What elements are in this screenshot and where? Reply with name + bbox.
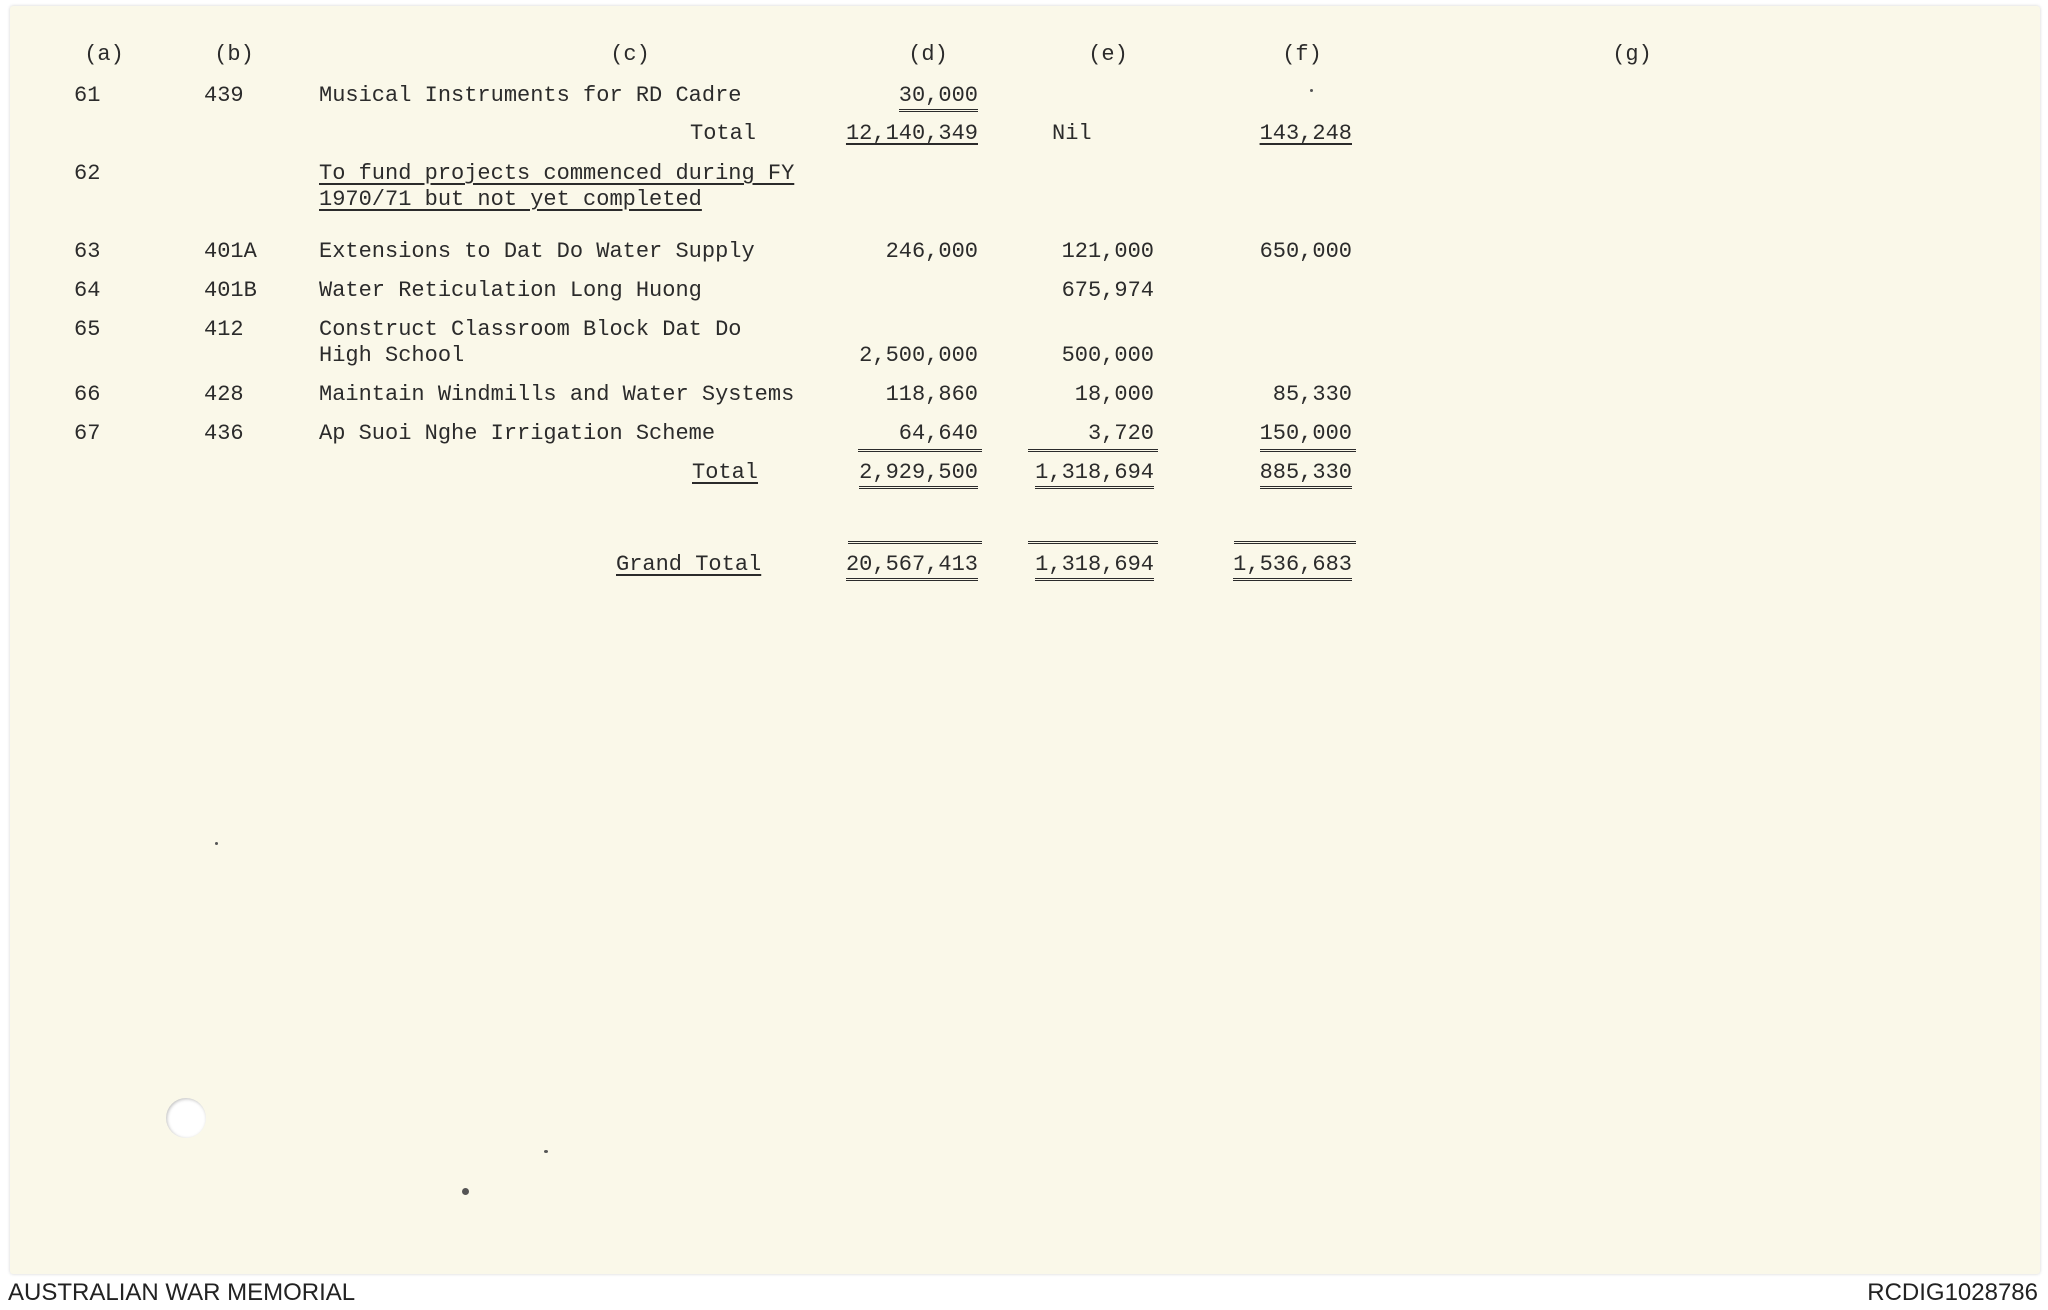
row-66-item: 66 <box>74 382 101 407</box>
header-f: (f) <box>1282 42 1322 67</box>
row-63-ref: 401A <box>204 239 257 264</box>
row-65-item: 65 <box>74 317 101 342</box>
document-page <box>10 6 2040 1274</box>
row-66-description: Maintain Windmills and Water Systems <box>319 382 795 407</box>
row-67-description: Ap Suoi Nghe Irrigation Scheme <box>319 421 716 446</box>
total-amount-f: 143,248 <box>1259 121 1352 146</box>
header-a: (a) <box>84 42 124 67</box>
row-65-amount-e: 500,000 <box>1061 343 1154 368</box>
row-63-amount-f: 650,000 <box>1259 239 1352 264</box>
grand-total-amount-d <box>810 552 978 578</box>
row-61-amount-d <box>810 83 978 109</box>
row-66-ref: 428 <box>204 382 244 407</box>
footer-record-id: RCDIG1028786 <box>1867 1279 2038 1306</box>
row-67-amount-d: 64,640 <box>898 421 978 446</box>
ink-speck <box>215 842 218 845</box>
row-66-amount-f: 85,330 <box>1272 382 1352 407</box>
rule-grand-f <box>1234 541 1356 544</box>
row-61-item: 61 <box>74 83 101 108</box>
row-67-ref: 436 <box>204 421 244 446</box>
subtotal-amount-d-value: 2,929,500 <box>859 460 978 489</box>
header-d: (d) <box>908 42 948 67</box>
row-63-amount-e: 121,000 <box>1061 239 1154 264</box>
grand-total-label: Grand Total <box>616 552 762 577</box>
rule-f <box>1260 449 1356 452</box>
row-63-description: Extensions to Dat Do Water Supply <box>319 239 755 264</box>
ink-speck <box>462 1188 469 1195</box>
row-64-ref: 401B <box>204 278 257 303</box>
subtotal-amount-e-value: 1,318,694 <box>1035 460 1154 489</box>
rule-d <box>858 449 982 452</box>
row-67-amount-e: 3,720 <box>1087 421 1154 446</box>
row-61-ref: 439 <box>204 83 244 108</box>
row-65-ref: 412 <box>204 317 244 342</box>
rule-grand-e <box>1028 541 1158 544</box>
header-c: (c) <box>610 42 650 67</box>
grand-total-amount-e-value: 1,318,694 <box>1035 552 1154 581</box>
ink-speck <box>544 1150 548 1153</box>
subtotal-amount-f-value: 885,330 <box>1260 460 1352 489</box>
row-61-description: Musical Instruments for RD Cadre <box>319 83 742 108</box>
header-b: (b) <box>214 42 254 67</box>
row-67-item: 67 <box>74 421 101 446</box>
row-64-item: 64 <box>74 278 101 303</box>
subtotal-amount-d <box>810 460 978 486</box>
row-64-amount-e: 675,974 <box>1061 278 1154 303</box>
total-amount-e: Nil <box>1052 121 1092 146</box>
row-62-heading-line1: To fund projects commenced during FY <box>319 161 795 186</box>
row-62-heading-line2: 1970/71 but not yet completed <box>319 187 702 212</box>
row-65-description-line2: High School <box>319 343 465 368</box>
row-64-description: Water Reticulation Long Huong <box>319 278 702 303</box>
row-63-amount-d: 246,000 <box>885 239 978 264</box>
row-65-description-line1: Construct Classroom Block Dat Do <box>319 317 742 342</box>
row-62-item: 62 <box>74 161 101 186</box>
total-label: Total <box>690 121 757 146</box>
grand-total-amount-f <box>1170 552 1352 578</box>
rule-e <box>1028 449 1158 452</box>
subtotal-amount-e <box>1010 460 1154 486</box>
row-66-amount-d: 118,860 <box>885 382 978 407</box>
subtotal-label: Total <box>692 460 759 485</box>
grand-total-amount-f-value: 1,536,683 <box>1233 552 1352 581</box>
total-amount-d: 12,140,349 <box>845 121 978 146</box>
rule-grand-d <box>848 541 982 544</box>
punch-hole <box>166 1098 206 1138</box>
header-e: (e) <box>1088 42 1128 67</box>
row-65-amount-d: 2,500,000 <box>859 343 978 368</box>
footer-archive-name: AUSTRALIAN WAR MEMORIAL <box>8 1279 356 1306</box>
grand-total-amount-d-value: 20,567,413 <box>846 552 978 581</box>
row-61-amount-d-value: 30,000 <box>899 83 978 112</box>
header-g: (g) <box>1612 42 1652 67</box>
grand-total-amount-e <box>1010 552 1154 578</box>
row-67-amount-f: 150,000 <box>1259 421 1352 446</box>
row-66-amount-e: 18,000 <box>1074 382 1154 407</box>
ink-speck <box>1310 89 1313 92</box>
row-63-item: 63 <box>74 239 101 264</box>
subtotal-amount-f <box>1170 460 1352 486</box>
